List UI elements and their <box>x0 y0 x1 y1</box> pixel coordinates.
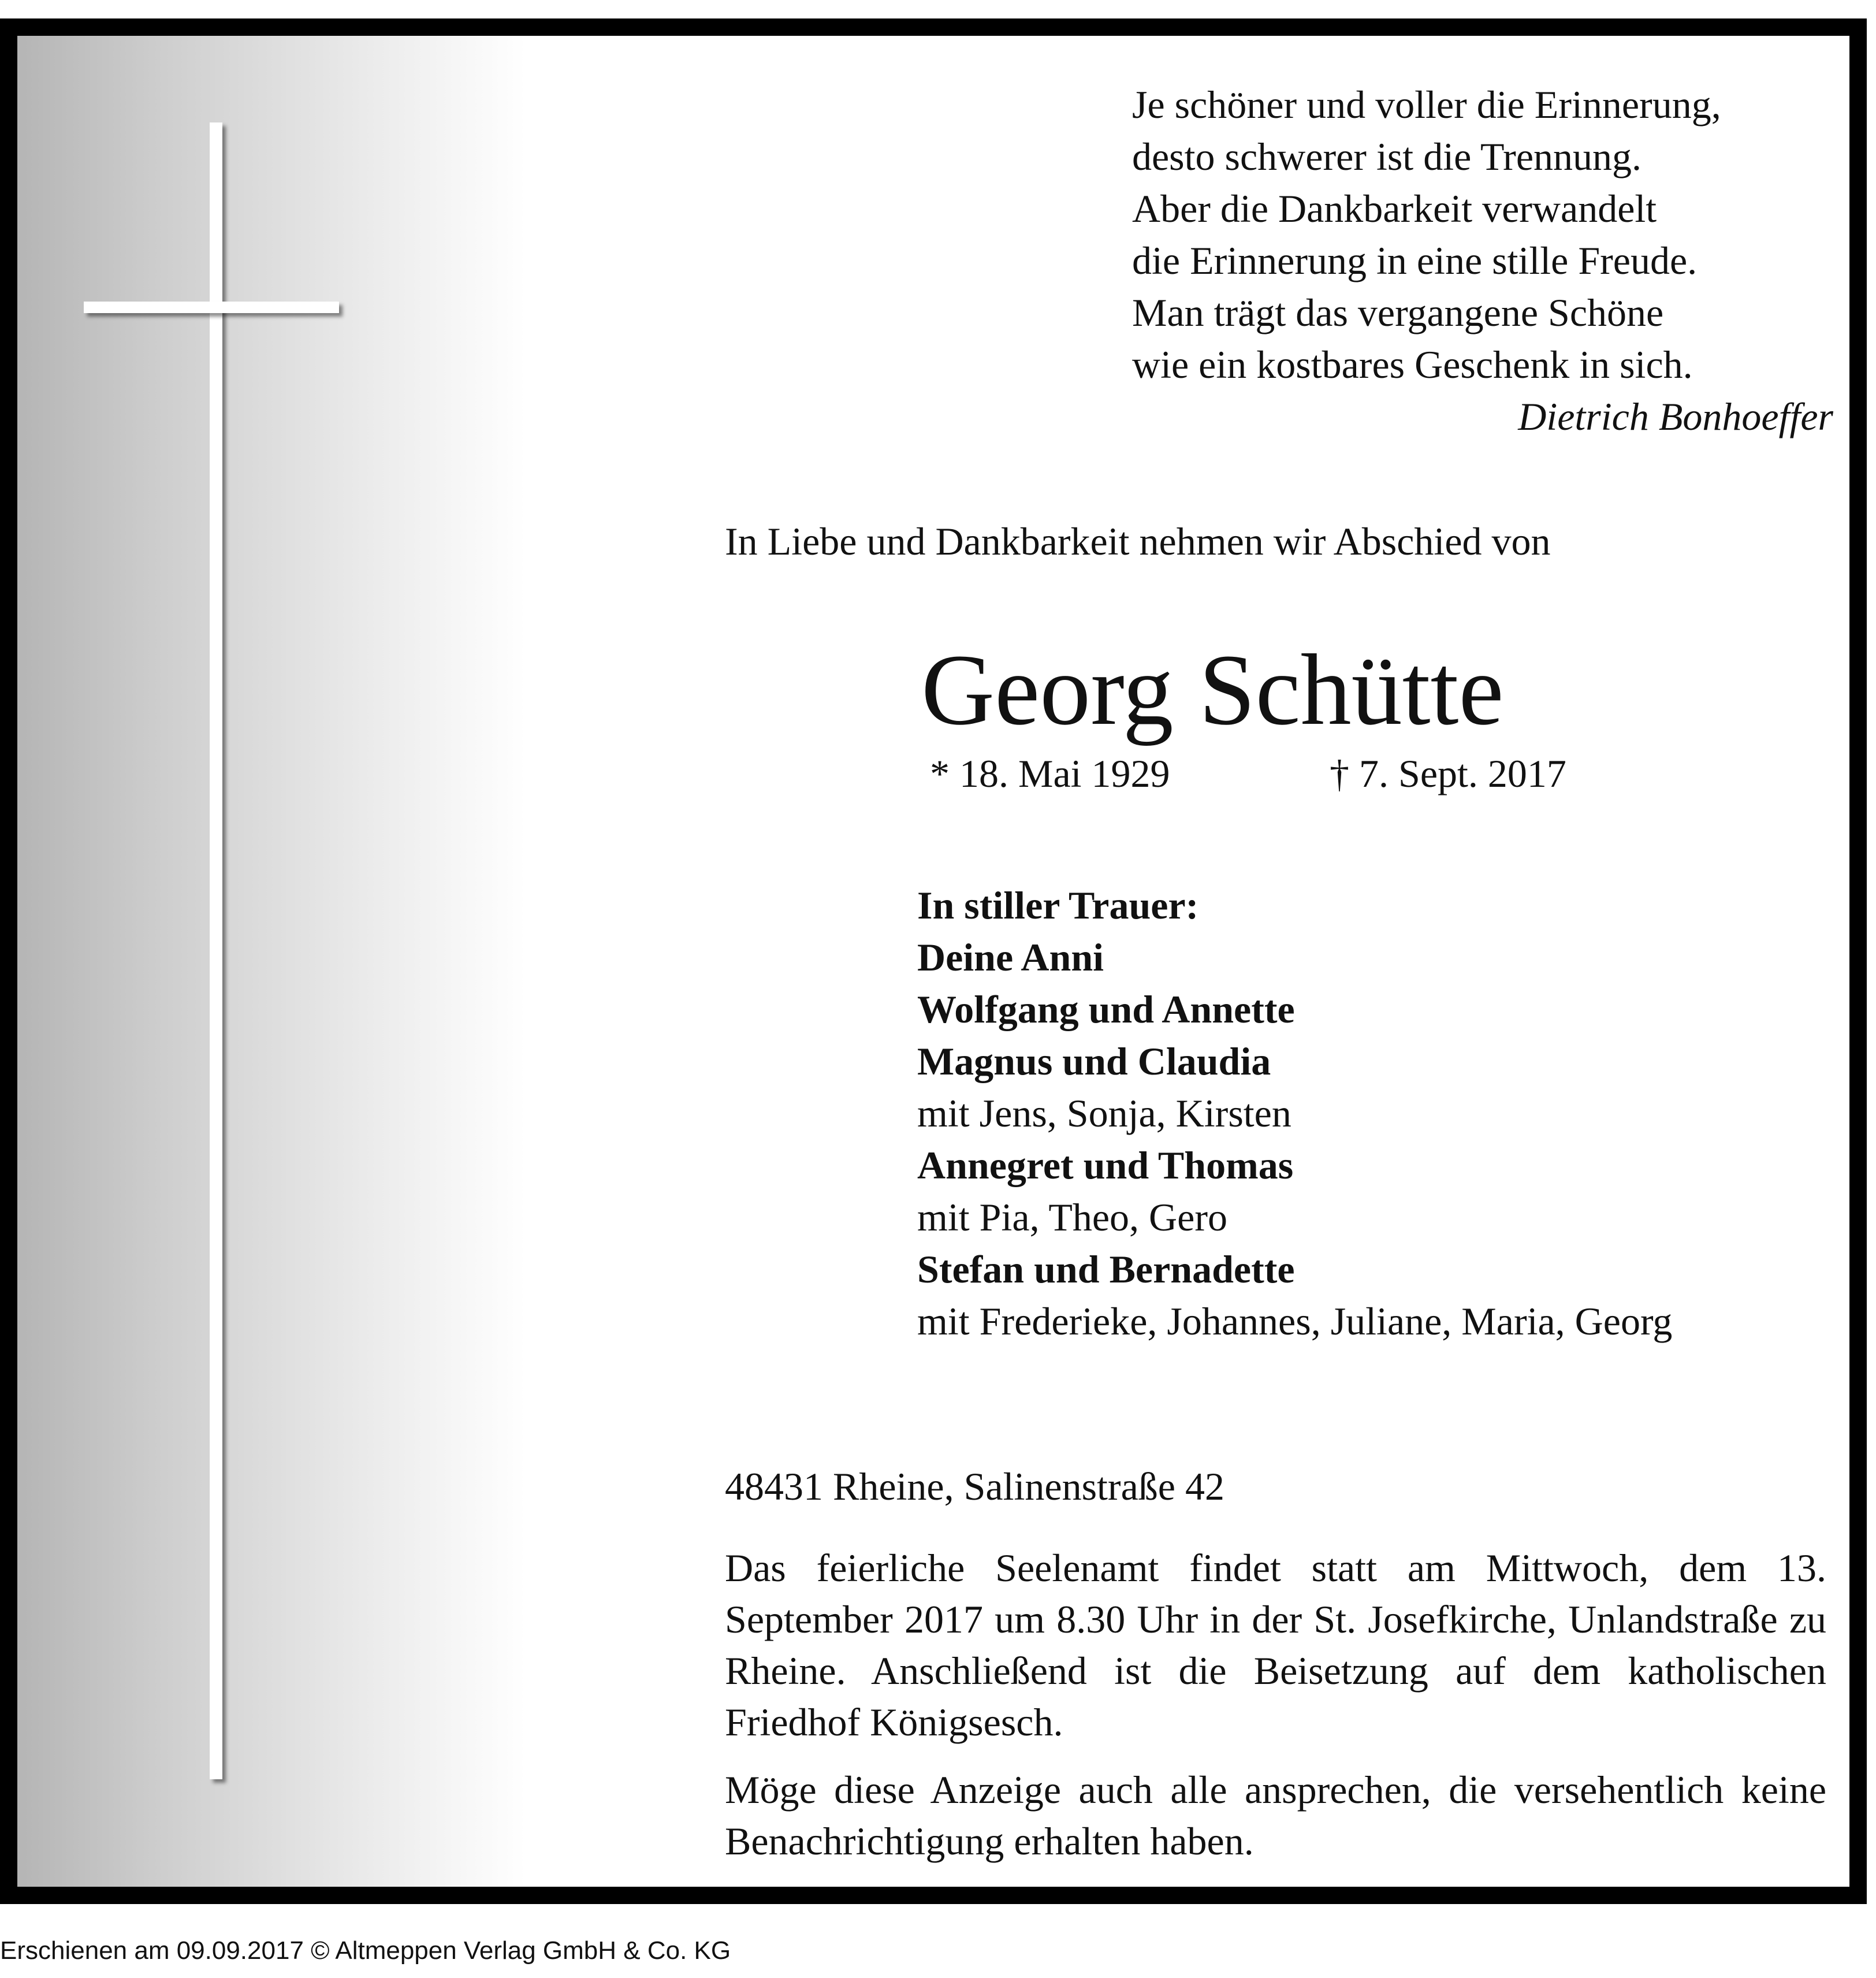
mourners-list <box>917 879 1672 1347</box>
gradient-panel <box>17 36 526 1887</box>
mourners-heading: In stiller Trauer: <box>917 883 1199 927</box>
quote-block <box>1132 79 1833 443</box>
mourner-line: Magnus und Claudia <box>917 1039 1271 1083</box>
closing-paragraph: Möge diese Anzeige auch alle ansprechen, die versehentlich keine Benachrichtigung erhalten haben. <box>725 1768 1826 1863</box>
quote-author: Dietrich Bonhoeffer <box>1518 395 1833 438</box>
death-date: † 7. Sept. 2017 <box>1330 752 1566 795</box>
cross-crossbar <box>84 302 339 313</box>
intro-text: In Liebe und Dankbarkeit nehmen wir Abschied von <box>725 519 1551 563</box>
deceased-name: Georg Schütte <box>921 634 1504 746</box>
quote-line: desto schwerer ist die Trennung. <box>1132 135 1642 179</box>
mourner-line: mit Jens, Sonja, Kirsten <box>917 1091 1291 1135</box>
quote-line: Je schöner und voller die Erinnerung, <box>1132 83 1721 127</box>
service-paragraph: Das feierliche Seelenamt findet statt am Mittwoch, dem 13. September 2017 um 8.30 Uhr in der St. Josefkirche, Unlandstraße zu Rheine. Anschließend ist die Beisetzung auf dem katholischen Friedhof Königsesch. <box>725 1546 1826 1744</box>
birth-date: * 18. Mai 1929 <box>930 752 1170 795</box>
cross-icon <box>210 122 222 1779</box>
mourner-line: Deine Anni <box>917 935 1104 979</box>
mourner-line: Annegret und Thomas <box>917 1143 1294 1187</box>
quote-line: wie ein kostbares Geschenk in sich. <box>1132 343 1693 386</box>
mourner-line: Wolfgang und Annette <box>917 987 1295 1031</box>
quote-line: Aber die Dankbarkeit verwandelt <box>1132 187 1657 230</box>
quote-line: Man trägt das vergangene Schöne <box>1132 291 1664 334</box>
obituary-notice <box>0 18 1867 1904</box>
quote-line: die Erinnerung in eine stille Freude. <box>1132 239 1698 282</box>
mourner-line: mit Frederieke, Johannes, Juliane, Maria, Georg <box>917 1299 1673 1343</box>
mourner-line: Stefan und Bernadette <box>917 1247 1295 1291</box>
mourner-line: mit Pia, Theo, Gero <box>917 1195 1227 1239</box>
publication-footer: Erschienen am 09.09.2017 © Altmeppen Verlag GmbH & Co. KG <box>0 1936 731 1965</box>
address: 48431 Rheine, Salinenstraße 42 <box>725 1464 1224 1508</box>
